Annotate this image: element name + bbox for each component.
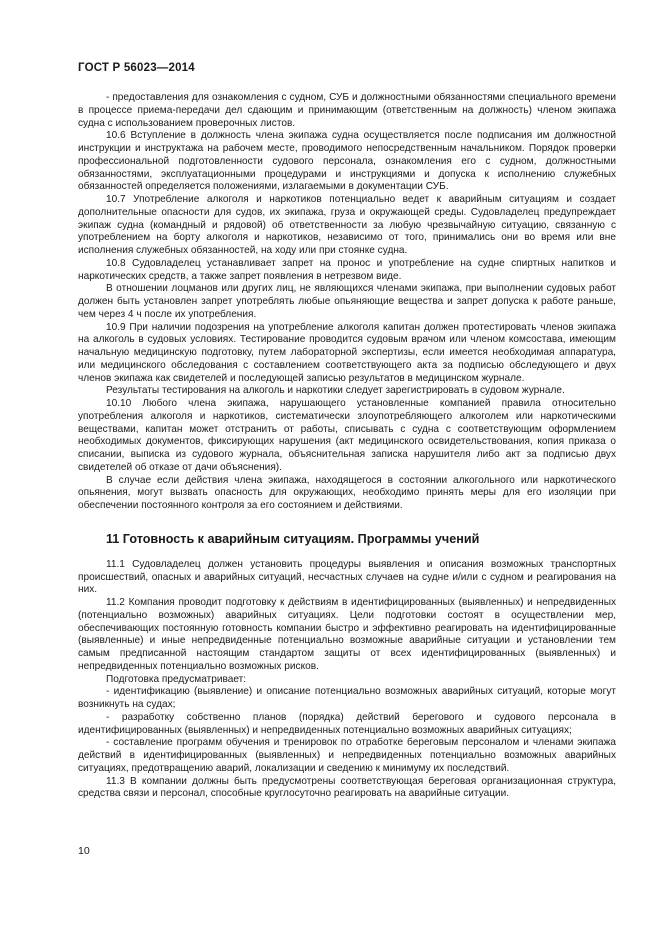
- paragraph: 11.1 Судовладелец должен установить процедуры выявления и описания возможных транспортных происшествий, опасных и аварийных ситуаций, несчастных случаев на судне и/или с судном и реагирования на них.: [78, 558, 616, 596]
- paragraph: 10.9 При наличии подозрения на употребление алкоголя капитан должен протестировать членов экипажа на алкоголь в судовых условиях. Тестирование проводится судовым врачом или членом комсостава, имеющим начальную медицинскую подготовку, путем лабораторной экспертизы, если имеется необходимая аппаратура, или медицинского обследования с составлением соответствующего акта за подписью обследующего и двух членов экипажа как свидетелей и последующей записью результатов в медицинском журнале.: [78, 321, 616, 384]
- document-header: ГОСТ Р 56023—2014: [78, 62, 195, 74]
- paragraph: 11.3 В компании должны быть предусмотрены соответствующая береговая организационная структура, средства связи и персонал, способные круглосуточно реагировать на аварийные ситуации.: [78, 775, 616, 800]
- paragraph: В отношении лоцманов или других лиц, не являющихся членами экипажа, при выполнении судовых работ должен быть установлен запрет употреблять любые опьяняющие вещества и запрет допуска к работе раньше, чем через 4 ч после их употребления.: [78, 283, 616, 320]
- paragraph: Результаты тестирования на алкоголь и наркотики следует зарегистрировать в судовом журнале.: [106, 385, 565, 397]
- paragraph: 10.7 Употребление алкоголя и наркотиков потенциально ведет к аварийным ситуациям и создает дополнительные опасности для судов, их экипажа, груза и окружающей среды. Судовладелец предупреждает экипаж судна (командный и рядовой) об ответственности за любую чрезвычайную ситуацию, связанную с употреблением на борту алкоголя и наркотиков, независимо от того, принимались они во время или вне исполнения служебных обязанностей, на ходу или при стоянке судна.: [78, 194, 616, 256]
- paragraph: Подготовка предусматривает:: [106, 673, 247, 685]
- paragraph: В случае если действия члена экипажа, находящегося в состоянии алкогольного или наркотического опьянения, могут вызвать опасность для окружающих, необходимо принять меры для его изоляции при обеспечении постоянного контроля за его состоянием и действиями.: [78, 474, 616, 511]
- page-body: [78, 92, 616, 801]
- list-item: - идентификацию (выявление) и описание потенциально возможных аварийных ситуаций, которые могут возникнуть на судах;: [78, 686, 616, 710]
- paragraph: - предоставления для ознакомления с судном, СУБ и должностными обязанностями специального времени в процессе приема-передачи дел сдающим и принимающим (ответственным на должность) членом экипажа судна с использованием проверочных листов.: [78, 92, 616, 129]
- list-item: - разработку собственно планов (порядка) действий берегового и судового персонала в идентифицированных (выявленных) и непредвиденных потенциально возможных аварийных ситуациях;: [78, 711, 616, 736]
- page-number: 10: [78, 845, 90, 857]
- paragraph: 10.10 Любого члена экипажа, нарушающего установленные компанией правила относительно употребления алкоголя и наркотиков, систематически злоупотребляющего алкоголем или наркотическими веществами, капитан может отстранить от работы, списывать с судна с соответствующим оформлением необходимых документов, фиксирующих нарушения (акт медицинского освидетельствования, копия приказа о списании, выписка из судового журнала, объяснительная записка нарушителя либо акт за подписью двух свидетелей об отказе от дачи объяснения).: [78, 398, 616, 473]
- paragraph: 10.6 Вступление в должность члена экипажа судна осуществляется после подписания им должностной инструкции и инструктажа на рабочем месте, проводимого непосредственным начальником. Порядок проверки профессиональной подготовленности судового персонала, ознакомления его с судном, должностными обязанностями, эксплуатационными процедурами и инструкциями и допуска к исполнению служебных обязанностей определяется положениями, излагаемыми в документации СУБ.: [78, 130, 616, 193]
- paragraph: 11.2 Компания проводит подготовку к действиям в идентифицированных (выявленных) и непредвиденных (потенциально возможных) аварийных ситуациях. Цели подготовки состоят в осуществлении мер, обеспечивающих постоянную готовность компании быстро и эффективно реагировать на идентифицированные (выявленные) и иные непредвиденные потенциально возможные аварийные ситуации и установлении тем самым предписанной настоящим стандартом защиты от всех идентифицированных (выявленных) и непредвиденных потенциально возможных рисков.: [78, 597, 616, 672]
- list-item: - составление программ обучения и тренировок по отработке береговым персоналом и членами экипажа действий в идентифицированных (выявленных) и непредвиденных потенциально возможных аварийных ситуациях, предотвращению аварий, локализации и сведению к минимуму их последствий.: [78, 737, 616, 774]
- paragraph: 10.8 Судовладелец устанавливает запрет на пронос и употребление на судне спиртных напитков и наркотических средств, а также запрет появления в нетрезвом виде.: [78, 257, 616, 282]
- section-heading: 11 Готовность к аварийным ситуациям. Программы учений: [106, 531, 480, 546]
